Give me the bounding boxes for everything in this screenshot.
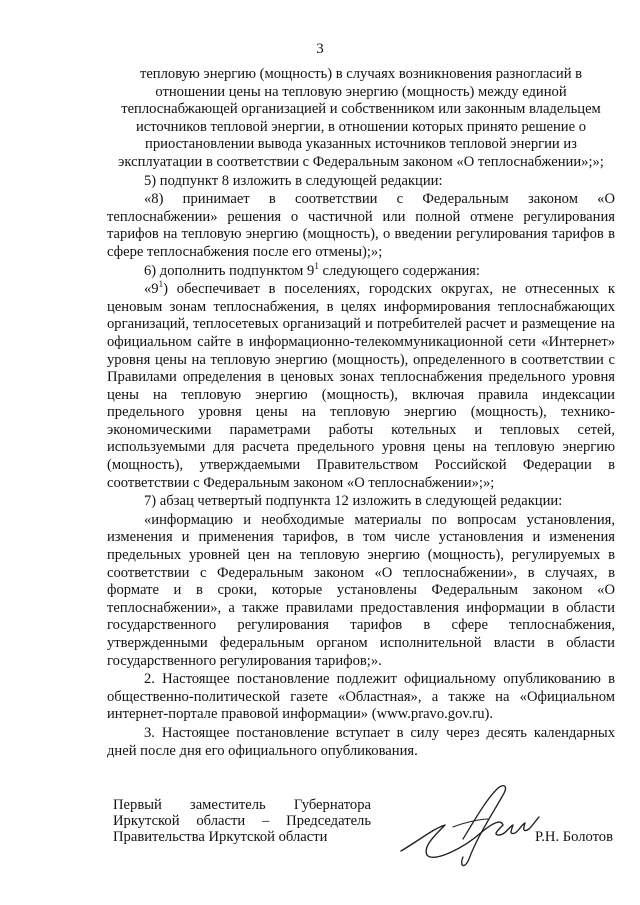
superscript: 1 xyxy=(158,279,164,290)
handwritten-signature xyxy=(393,779,543,871)
text-segment: 6) дополнить подпунктом 9 xyxy=(144,262,315,279)
superscript: 1 xyxy=(314,260,319,271)
paragraph-effective-date: 3. Настоящее постановление вступает в силу через десять календарных дней после дня его официального опубликования. xyxy=(107,724,615,759)
signer-title-line: Первый заместитель Губернатора xyxy=(113,797,371,813)
page-number: 3 xyxy=(316,41,324,57)
paragraph-item-6 xyxy=(107,260,615,281)
paragraph-item-12-text: «информацию и необходимые материалы по вопросам установления, изменения и применения тарифов, в том числе установления и изменения предельных уровней цен на тепловую энергию (мощность), регулируемых в соответствии с Федеральным законом «О теплоснабжении», в случаях, в формате и в сроки, которые установлены Федеральным законом «О теплоснабжении», а также правилами предоставления информации в области государственного регулирования тарифов в сфере теплоснабжения, утвержденными федеральным органом исполнительной власти в области государственного регулирования тарифов;». xyxy=(107,511,615,669)
signer-title-line: Иркутской области – Председатель xyxy=(113,813,371,829)
paragraph-continuation: тепловую энергию (мощность) в случаях возникновения разногласий в отношении цены на тепловую энергию (мощность) между единой теплоснабжающей организацией и собственником или законным владельцем источников тепловой энергии, в отношении которых принято решение о приостановлении вывода указанных источников тепловой энергии из эксплуатации в соответствии с Федеральным законом «О теплоснабжении»;»; xyxy=(118,66,604,170)
text-segment: следующего содержания: xyxy=(318,262,480,279)
signer-title-line: Правительства Иркутской области xyxy=(113,829,328,845)
document-body xyxy=(107,66,615,760)
paragraph-publication: 2. Настоящее постановление подлежит официальному опубликованию в общественно-политической газете «Областная», а также на «Официальном интернет-портале правовой информации» (www.pravo.gov.ru). xyxy=(107,671,615,723)
signer-title xyxy=(113,797,371,845)
signer-name: Р.Н. Болотов xyxy=(534,829,613,845)
signature-block xyxy=(113,797,613,867)
paragraph-item-7: 7) абзац четвертый подпункта 12 изложить в следующей редакции: xyxy=(144,493,563,510)
text-segment: «9 xyxy=(144,281,159,298)
text-segment: ) обеспечивает в поселениях, городских округах, не отнесенных к ценовым зонам теплоснабжения, в целях информирования теплоснабжающих организаций, теплосетевых организаций и потребителей расчет и размещение на официальном сайте в информационно-телекоммуникационной сети «Интернет» уровня цены на тепловую энергию (мощность), определенного в соответствии с Правилами определения в ценовых зонах теплоснабжения предельного уровня цены на тепловую энергию (мощность), включая правила индексации предельного уровня цены на тепловую энергию (мощность), технико-экономическими параметрами работы котельных и тепловых сетей, используемыми для расчета предельного уровня цены на тепловую энергию (мощность), утверждаемыми Правительством Российской Федерации в соответствии с Федеральным законом «О теплоснабжении»;»; xyxy=(107,281,615,491)
paragraph-item-9-1-text xyxy=(107,281,615,492)
paragraph-item-5: 5) подпункт 8 изложить в следующей редакции: xyxy=(144,172,443,189)
paragraph-item-8-text: «8) принимает в соответствии с Федеральным законом «О теплоснабжении» решения о частичной или полной отмене регулирования тарифов на тепловую энергию (мощность), о введении регулирования тарифов в сфере теплоснабжения после его отмены);»; xyxy=(107,191,615,260)
